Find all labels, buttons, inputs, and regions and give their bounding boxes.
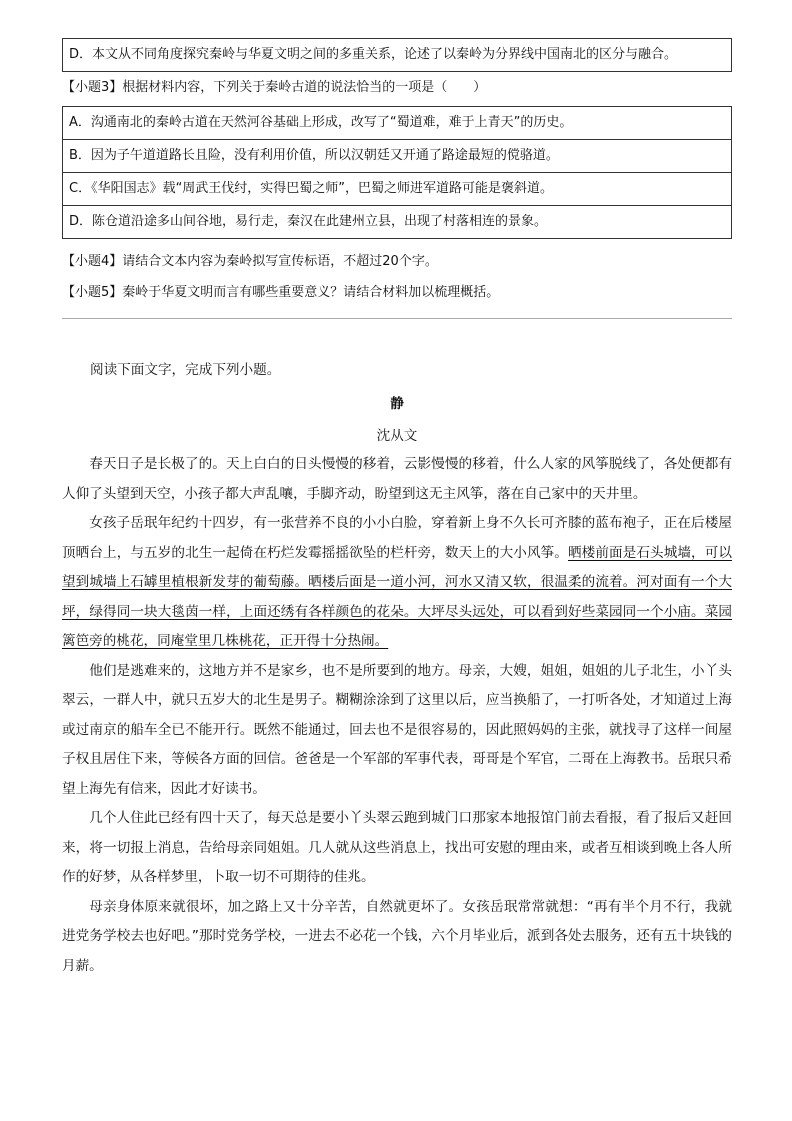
paragraph-4: 几个人住此已经有四十天了，每天总是要小丫头翠云跑到城门口那家本地报馆门前去看报，看了报后又赶回来，将一切报上消息，告给母亲同姐姐。几人就从这些消息上，找出可安慰的理由来，或者互相谈到晚上各人所作的好梦，从各样梦里，卜取一切不可期待的佳兆。: [62, 810, 732, 885]
passage-author: 沈从文: [376, 428, 418, 444]
passage-body: [62, 450, 732, 981]
paragraph-5: 母亲身体原来就很坏，加之路上又十分辛苦，自然就更坏了。女孩岳珉常常就想：“再有半个月不行，我就进党务学校去也好吧。”那时党务学校，一进去不必花一个钱，六个月毕业后，派到各处去服务，还有五十块钱的月薪。: [62, 898, 732, 974]
q4-prompt: 【小题4】请结合文本内容为秦岭拟写宣传标语，不超过20个字。: [62, 254, 438, 269]
paragraph-2-underlined: 晒楼前面是石头城墙，可以望到城墙上石罅里植根新发芽的葡萄藤。晒楼后面是一道小河，河水又清又软，很温柔的流着。河对面有一个大坪，绿得同一块大毯茵一样，上面还绣有各样颜色的花朵。大坪尽头远处，可以看到好些菜园同一个小庙。菜园篱笆旁的桃花，同庵堂里几株桃花，正开得十分热闹。: [62, 544, 733, 649]
paragraph-2-intro: 女孩子岳珉年纪约十四岁，有一张营养不良的小小白脸，穿着新上身不久长可齐膝的蓝布袍子，正在后楼屋顶晒台上，与五岁的北生一起倚在朽烂发霉摇摇欲坠的栏杆旁，数天上的大小风筝。: [62, 515, 732, 561]
q3-option-a[interactable]: A．沟通南北的秦岭古道在天然河谷基础上形成，改写了“蜀道难，难于上青天”的历史。: [62, 106, 732, 140]
passage-title: 静: [390, 396, 404, 412]
q3-option-d[interactable]: D．陈仓道沿途多山间谷地，易行走，秦汉在此建州立县，出现了村落相连的景象。: [62, 206, 732, 239]
paragraph-1: 春天日子是长极了的。天上白白的日头慢慢的移着，云影慢慢的移着，什么人家的风筝脱线了，各处便都有人仰了头望到天空，小孩子都大声乱嚷，手脚齐动，盼望到这无主风筝，落在自己家中的天井里。: [62, 456, 732, 502]
q5-prompt: 【小题5】秦岭于华夏文明而言有哪些重要意义？请结合材料加以梳理概括。: [62, 285, 500, 300]
q3-prompt: 【小题3】根据材料内容，下列关于秦岭古道的说法恰当的一项是（ ）: [62, 80, 487, 95]
q2-option-d[interactable]: D．本文从不同角度探究秦岭与华夏文明之间的多重关系，论述了以秦岭为分界线中国南北的区分与融合。: [62, 38, 732, 72]
reading-instruction: 阅读下面文字，完成下列小题。: [90, 362, 281, 378]
paragraph-3: 他们是逃难来的，这地方并不是家乡，也不是所要到的地方。母亲，大嫂，姐姐，姐姐的儿子北生，小丫头翠云，一群人中，就只五岁大的北生是男子。糊糊涂涂到了这里以后，应当换船了，一打听各处，才知道过上海或过南京的船车全已不能开行。既然不能通过，回去也不是很容易的，因此照妈妈的主张，就找寻了这样一间屋子权且居住下来，等候各方面的回信。爸爸是一个军部的军事代表，哥哥是个军官，二哥在上海教书。岳珉只希望上海先有信来，因此才好读书。: [62, 662, 732, 797]
q3-option-b[interactable]: B．因为子午道道路长且险，没有利用价值，所以汉朝廷又开通了路途最短的傥骆道。: [62, 140, 732, 173]
paragraph-2: [62, 509, 732, 657]
section-divider: [62, 318, 732, 319]
q3-option-c[interactable]: C．《华阳国志》载“周武王伐纣，实得巴蜀之师”，巴蜀之师进军道路可能是褒斜道。: [62, 173, 732, 206]
